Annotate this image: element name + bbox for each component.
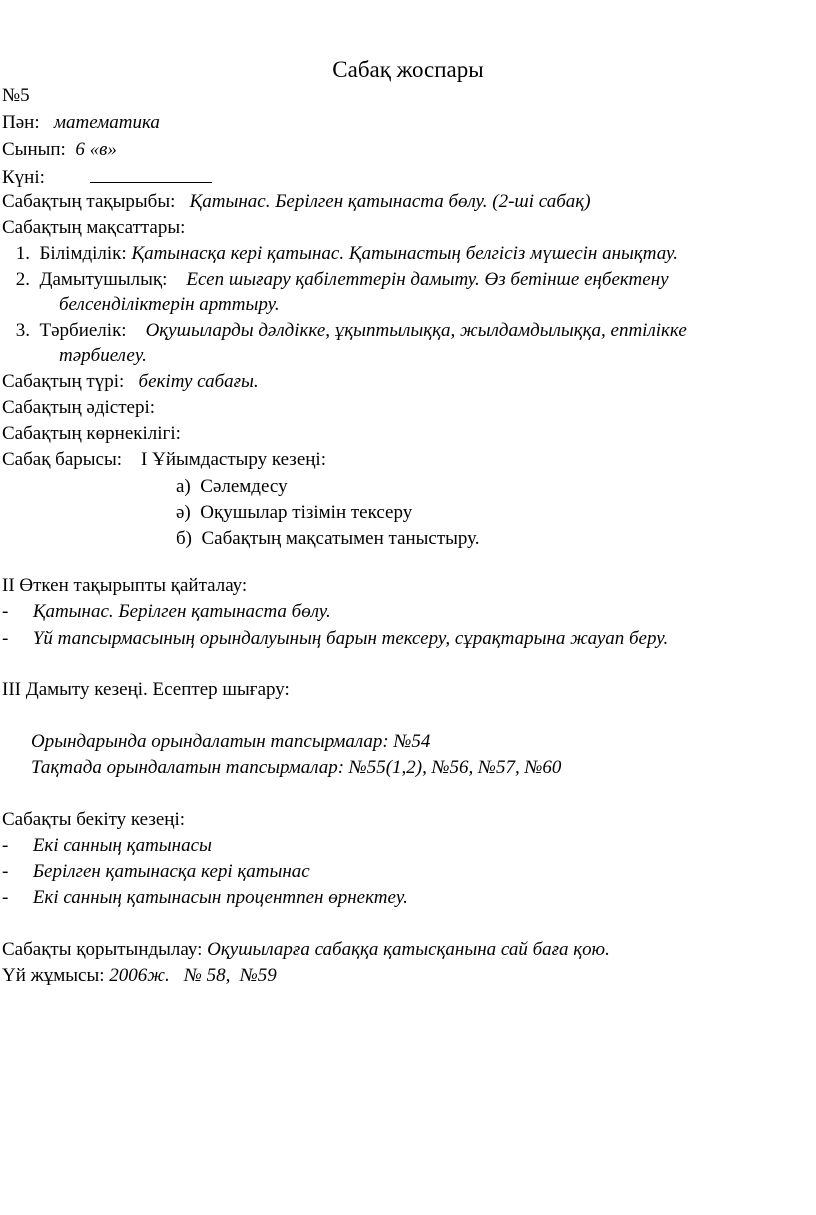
- stage3-line: Орындарында орындалатын тапсырмалар: №54: [31, 731, 431, 752]
- topic-label: Сабақтың тақырыбы:: [2, 191, 176, 212]
- goal-number: 3.: [15, 320, 30, 341]
- type-line: [2, 372, 259, 391]
- goal-continuation: белсенділіктерін арттыру.: [59, 294, 280, 315]
- class-label: Сынып:: [2, 139, 66, 160]
- goal-value: Қатынасқа кері қатынас. Қатынастың белгісіз мүшесін анықтау.: [131, 243, 678, 264]
- process-item-text: Оқушылар тізімін тексеру: [200, 502, 413, 523]
- homework-value: 2006ж. № 58, №59: [109, 965, 277, 986]
- methods-label: Сабақтың әдістері:: [2, 397, 156, 418]
- goal-label: Тәрбиелік:: [39, 320, 127, 341]
- type-label: Сабақтың түрі:: [2, 371, 125, 392]
- stage2-item: [2, 629, 668, 648]
- topic-line: [2, 192, 591, 211]
- date-blank: [90, 166, 212, 183]
- process-line: [2, 450, 326, 469]
- summary-value: Оқушыларға сабаққа қатысқанына сай баға қою.: [207, 939, 610, 960]
- dash: -: [2, 835, 9, 856]
- consolidation-item: [2, 862, 310, 881]
- subject-label: Пән:: [2, 112, 40, 133]
- process-label: Сабақ барысы:: [2, 449, 123, 470]
- process-item-mark: б): [176, 528, 192, 549]
- subject-value: математика: [53, 112, 160, 133]
- stage2-item: [2, 602, 331, 621]
- dash: -: [2, 887, 9, 908]
- dash: -: [2, 861, 9, 882]
- stage1-label: I Ұйымдастыру кезеңі:: [141, 449, 326, 470]
- date-line: [2, 166, 212, 187]
- process-item-text: Сәлемдесу: [200, 476, 288, 497]
- goal-item: [6, 270, 669, 289]
- goal-value: Есеп шығару қабілеттерін дамыту. Өз бетінше еңбектену: [186, 269, 669, 290]
- stage2-item-text: Қатынас. Берілген қатынаста бөлу.: [32, 601, 331, 622]
- consolidation-item-text: Берілген қатынасқа кері қатынас: [32, 861, 310, 882]
- stage3-label: III Дамыту кезеңі. Есептер шығару:: [2, 679, 290, 700]
- process-item-mark: ә): [176, 502, 191, 523]
- topic-value: Қатынас. Берілген қатынаста бөлу. (2-ші сабақ): [189, 191, 591, 212]
- visuals-label: Сабақтың көрнекілігі:: [2, 423, 181, 444]
- goal-label: Білімділік:: [39, 243, 127, 264]
- homework-label: Үй жұмысы:: [2, 965, 105, 986]
- summary-label: Сабақты қорытындылау:: [2, 939, 203, 960]
- goal-value: Оқушыларды дәлдікке, ұқыптылыққа, жылдамдылыққа, ептілікке: [145, 320, 687, 341]
- stage2-item-text: Үй тапсырмасының орындалуының барын тексеру, сұрақтарына жауап беру.: [32, 628, 669, 649]
- consolidation-label: Сабақты бекіту кезеңі:: [2, 809, 186, 830]
- subject-line: [2, 113, 160, 132]
- process-item: [176, 477, 288, 496]
- goal-item: [6, 321, 687, 340]
- consolidation-item: [2, 836, 212, 855]
- page-title: Сабақ жоспары: [332, 57, 484, 82]
- goal-item: [6, 244, 678, 263]
- process-item-text: Сабақтың мақсатымен таныстыру.: [201, 528, 480, 549]
- class-line: [2, 140, 117, 159]
- process-item: [176, 529, 480, 548]
- class-value: 6 «в»: [75, 139, 117, 160]
- date-label: Күні:: [2, 167, 45, 188]
- goal-continuation: тәрбиелеу.: [59, 345, 147, 366]
- type-value: бекіту сабағы.: [138, 371, 259, 392]
- stage2-label: II Өткен тақырыпты қайталау:: [2, 575, 248, 596]
- summary-line: [2, 940, 610, 959]
- homework-line: [2, 966, 277, 985]
- goal-number: 2.: [15, 269, 30, 290]
- dash: -: [2, 628, 9, 649]
- consolidation-item-text: Екі санның қатынасын процентпен өрнектеу.: [32, 887, 408, 908]
- dash: -: [2, 601, 9, 622]
- plan-number: №5: [2, 85, 30, 106]
- goal-label: Дамытушылық:: [39, 269, 168, 290]
- process-item-mark: а): [176, 476, 191, 497]
- goal-number: 1.: [15, 243, 30, 264]
- process-item: [176, 503, 412, 522]
- goals-label: Сабақтың мақсаттары:: [2, 217, 186, 238]
- stage3-line: Тақтада орындалатын тапсырмалар: №55(1,2), №56, №57, №60: [31, 757, 562, 778]
- consolidation-item: [2, 888, 408, 907]
- consolidation-item-text: Екі санның қатынасы: [32, 835, 212, 856]
